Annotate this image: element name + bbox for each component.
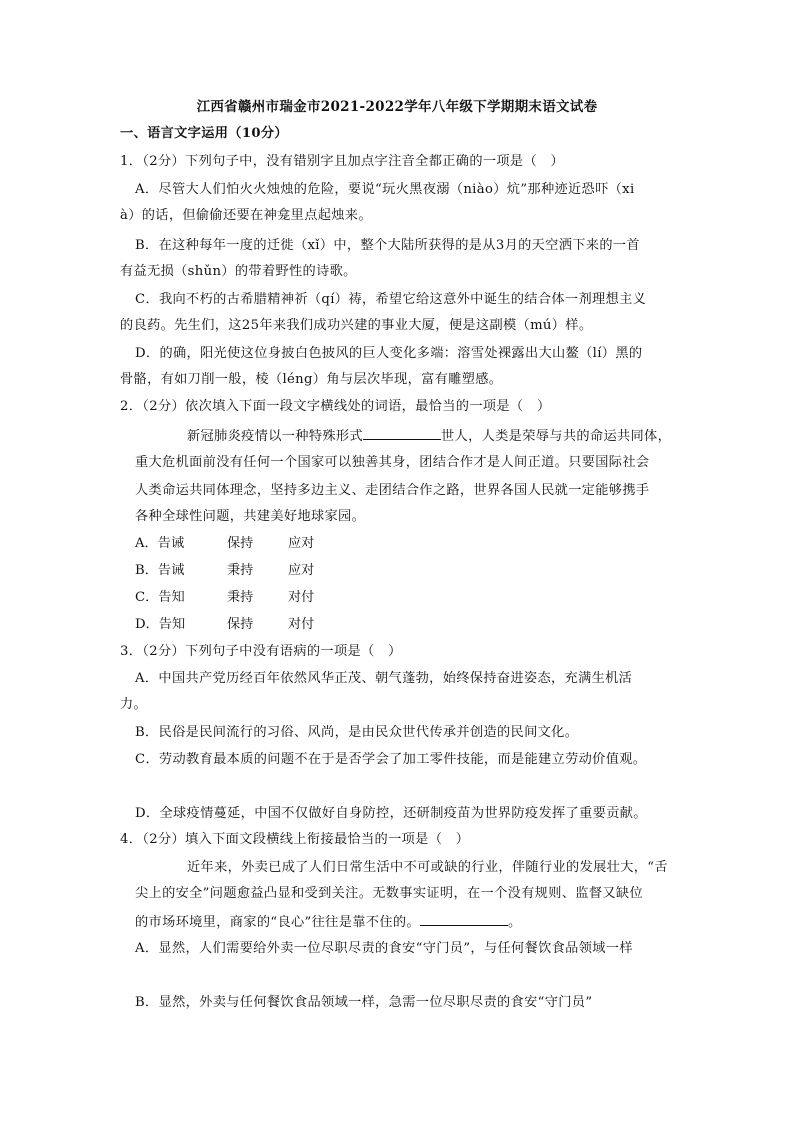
question-2-stem: 2．（2分）依次填入下面一段文字横线处的词语，最恰当的一项是（ ） (120, 399, 551, 414)
q2-passage-line4: 各种全球性问题，共建美好地球家园。 (135, 509, 366, 524)
option-word-1: C．告知 (135, 590, 185, 605)
option-word-1: A．告诫 (135, 536, 185, 551)
option-word-3: 应对 (288, 563, 315, 578)
option-word-1: D．告知 (135, 617, 186, 632)
q1-option-d-line2: 骨骼，有如刀削一般，棱（léng）角与层次毕现，富有雕塑感。 (120, 372, 503, 387)
q2-passage-text: 新冠肺炎疫情以一种特殊形式 (187, 429, 363, 444)
q3-option-a-line2: 力。 (120, 697, 148, 712)
q2-passage-line1 (187, 427, 671, 446)
q1-option-b-line1: B．在这种每年一度的迁徙（xǐ）中，整个大陆所获得的是从3月的天空洒下来的一首 (135, 238, 640, 253)
option-word-3: 对付 (288, 617, 315, 632)
option-word-1: B．告诫 (135, 563, 185, 578)
fill-blank (363, 427, 441, 440)
q4-passage-line3 (135, 913, 521, 932)
q1-option-c-line2: 的良药。先生们，这25年来我们成功兴建的事业大厦，便是这副模（mú）样。 (120, 318, 593, 333)
q4-option-a: A．显然，人们需要给外卖一位尽职尽责的食安“守门员”，与任何餐饮食品领域一样 (135, 941, 633, 956)
option-word-3: 应对 (288, 536, 315, 551)
q4-option-b: B．显然，外卖与任何餐饮食品领域一样，急需一位尽职尽责的食安“守门员” (135, 995, 593, 1010)
option-word-3: 对付 (288, 590, 315, 605)
q2-passage-text: 世人，人类是荣辱与共的命运共同体， (441, 429, 672, 444)
option-word-2: 保持 (227, 617, 254, 632)
q1-option-d-line1: D．的确，阳光使这位身披白色披风的巨人变化多端：溶雪处裸露出大山鳌（lí）黑的 (135, 346, 643, 361)
q4-passage-line1: 近年来，外卖已成了人们日常生活中不可或缺的行业，伴随行业的发展壮大，“舌 (187, 860, 668, 875)
section-heading: 一、语言文字运用（10分） (120, 126, 288, 141)
q2-passage-line2: 重大危机面前没有任何一个国家可以独善其身，团结合作才是人间正道。只要国际社会 (135, 455, 650, 470)
q3-option-c: C．劳动教育最本质的问题不在于是否学会了加工零件技能，而是能建立劳动价值观。 (135, 752, 647, 767)
q3-option-a-line1: A．中国共产党历经百年依然风华正茂、朝气蓬勃，始终保持奋进姿态，充满生机活 (135, 671, 633, 686)
option-word-2: 秉持 (227, 590, 254, 605)
exam-title: 江西省赣州市瑞金市2021-2022学年八年级下学期期末语文试卷 (196, 99, 598, 115)
q3-option-d: D．全球疫情蔓延，中国不仅做好自身防控，还研制疫苗为世界防疫发挥了重要贡献。 (135, 806, 647, 821)
q1-option-b-line2: 有益无损（shǔn）的带着野性的诗歌。 (120, 264, 357, 279)
question-3-stem: 3．（2分）下列句子中没有语病的一项是（ ） (120, 644, 402, 659)
q4-passage-line2: 尖上的安全”问题愈益凸显和受到关注。无数事实证明，在一个没有规则、监督又缺位 (135, 886, 643, 901)
question-1-stem: 1．（2分）下列句子中，没有错别字且加点字注音全都正确的一项是（ ） (120, 154, 565, 169)
q3-option-b: B．民俗是民间流行的习俗、风尚，是由民众世代传承并创造的民间文化。 (135, 725, 579, 740)
question-4-stem: 4．（2分）填入下面文段横线上衔接最恰当的一项是（ ） (120, 832, 470, 847)
q1-option-c-line1: C．我向不朽的古希腊精神祈（qí）祷，希望它给这意外中诞生的结合体一剂理想主义 (135, 292, 647, 307)
q4-passage-text: 。 (507, 915, 522, 930)
option-word-2: 秉持 (227, 563, 254, 578)
q1-option-a-line2: à）的话，但偷偷还要在神龛里点起烛来。 (120, 208, 372, 223)
q2-passage-line3: 人类命运共同体理念，坚持多边主义、走团结合作之路，世界各国人民就一定能够携手 (135, 483, 650, 498)
q1-option-a-line1: A．尽管大人们怕火火烛烛的危险，要说“玩火黑夜溺（niào）炕”那种迹近恐吓（xi (135, 182, 635, 197)
fill-blank (420, 913, 508, 926)
q4-passage-text: 的市场环境里，商家的“良心”往往是靠不住的。 (135, 915, 420, 930)
option-word-2: 保持 (227, 536, 254, 551)
